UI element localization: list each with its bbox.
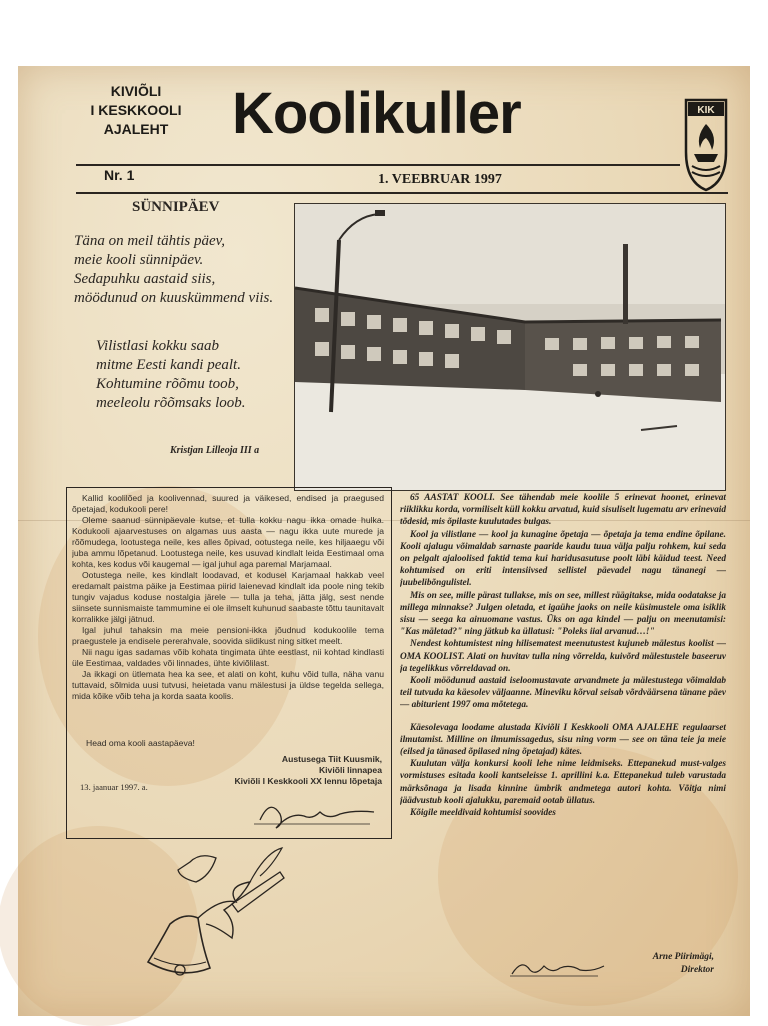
- article-paragraph: Kooli möödunud aastaid iseloomustavate arvandmete ja mälestustega võimaldab teil tutvuda ka käesolev väljaanne. Mineviku kõrval seisab võrdväärsena tänane päev — abiturient 1997 oma mõtetega.: [400, 676, 726, 711]
- article-paragraph: Nendest kohtumistest ning hilisematest meenutustest kujuneb mälestus koolist — OMA KOOLIST. Alati on huvitav tulla ning võrrelda, kuivõrd mälestustele baseeruv ja tegelikkus võrreldavad on.: [400, 639, 726, 674]
- letter-signature-line: Kiviõli linnapea: [318, 765, 382, 775]
- letter-signature-line: Austusega Tiit Kuusmik,: [281, 754, 382, 764]
- poem-stanza: Vilistlasi kokku saab mitme Eesti kandi pealt. Kohtumine rõõmu toob, meeleolu rõõmsaks loob.: [96, 338, 246, 411]
- article-paragraph: Kõigile meeldivaid kohtumisi soovides: [410, 808, 556, 819]
- masthead-rule: [76, 192, 728, 194]
- letter-paragraph: Kallid koolilõed ja koolivennad, suured ja väikesed, endised ja praegused õpetajad, kodukooli pere!: [72, 493, 384, 514]
- school-building-photo: [294, 203, 726, 491]
- newspaper-title: Koolikuller: [232, 81, 521, 146]
- letter-signature-block: [170, 754, 382, 787]
- bell-illustration-icon: [140, 842, 290, 982]
- school-line: AJALEHT: [103, 121, 169, 137]
- masthead-rule: [76, 164, 680, 166]
- letter-signature-line: Kiviõli I Keskkooli XX lennu lõpetaja: [234, 776, 382, 786]
- letter-paragraph: Ootustega neile, kes kindlalt loodavad, et kodusel Karjamaal hakkab veel eredamalt paistma päike ja Eestimaa piirid laienevad kindlalt ida poole ning tekib tungiv vajadus koduse nostalgia järele — tulla ja teha, jätta jälg, sest nende siinsete sunnismaiste tammumine ei ole ilmselt kuhunud saabaste tõttu taunitavalt korralikke jälgi jätnud.: [72, 570, 384, 624]
- letter-paragraph: Nii nagu igas sadamas võib kohata tingimata ühte eestlast, nii kohtad kindlasti üle Eestimaa, valdades või linnades, ühte kiviõlilast.: [72, 647, 384, 668]
- poem-author: Kristjan Lilleoja III a: [170, 445, 260, 456]
- article-paragraph: 65 AASTAT KOOLI. See tähendab meie koolile 5 erinevat hoonet, erinevat riiklikku korda, vormiliselt küll kokku arvatud, kuid sisuliselt lugematu arv erinevaid tõdesid, mis õpilaste kuulutades bulgas.: [400, 493, 726, 528]
- handwritten-signature-icon: [508, 952, 608, 982]
- issue-number: Nr. 1: [104, 167, 135, 183]
- director-article: [400, 492, 726, 902]
- logo-text: KIK: [697, 105, 715, 116]
- school-line: KIVIÕLI: [110, 83, 162, 99]
- article-signature-line: Direktor: [680, 965, 714, 975]
- letter-paragraph: Oleme saanud sünnipäevale kutse, et tulla kokku nagu ikka omade hulka. Kodukooli ajaarvestuses on algamas uus aasta — nagu ikka uute murede ja rõõmudega, lootustega neile, kes alles õpivad, ootustega neile, kes hiljaaegu või juba ammu lõpetanud. Lootustega neile, kes usuvad kindlalt leida Eestimaal oma kohta, kes kodus või kaugemal — igal juhul aga paremal Marjamaal.: [72, 515, 384, 569]
- school-line: I KESKKOOLI: [90, 102, 182, 118]
- article-paragraph: Mis on see, mille pärast tullakse, mis on see, millest räägitakse, mida oodatakse ja millega minnakse? Julgen oletada, et igaühe jaoks on neile küsimustele oma isiklik sisu — seega ka ainuomane vastus. Üks on aga kindel — palju on meenutamisi: "Kas mäletad?" ning jätkub ka üllatusi: "Poleks iial arvanud…!": [400, 590, 726, 638]
- article-paragraph: Kool ja vilistlane — kool ja kunagine õpetaja — õpetaja ja tema endine õpilane. Kooli ajalugu võimaldab sarnaste paaride kaudu tuua välja palju rohkem, kui seda on pelgalt ajaloolised faktid tema kui haridusasutuse poolt läbi käidud teest. Need kohtumised on eriti intensiivsed sellistel päevadel nagu tänanegi — juubelibõngulistel.: [400, 529, 726, 589]
- article-signature-line: Arne Piirimägi,: [652, 952, 714, 962]
- school-name: [82, 82, 190, 139]
- issue-date: 1. VEEBRUAR 1997: [378, 172, 502, 187]
- poem-title: SÜNNIPÄEV: [132, 199, 220, 215]
- letter-date: 13. jaanuar 1997. a.: [80, 782, 148, 792]
- poem-stanza: Täna on meil tähtis päev, meie kooli sünnipäev. Sedapuhku aastaid siis, möödunud on kuuskümmend viis.: [74, 233, 274, 306]
- handwritten-signature-icon: [250, 794, 380, 834]
- greeting-letter-text: [72, 493, 384, 743]
- letter-paragraph: Igal juhul tahaksin ma meie pensioni-ikka jõudnud kodukoolile tema praegustele ja endisele pererahvale, soovida siidikust ning sitket meelt.: [72, 625, 384, 646]
- letter-paragraph: Ja ikkagi on ütlemata hea ka see, et alati on koht, kuhu võid tulla, näha vanu tuttavaid, sõlmida uusi tutvusi, heietada vanu mälestusi ja üldse tegelda sellega, mida kõike võib teha ja korda saata koolis.: [72, 669, 384, 701]
- article-paragraph: Kuulutan välja konkursi kooli lehe nime leidmiseks. Ettepanekud must-valges vormistuses esitada kooli kantseleisse 1. aprillini k.a. Ettepanekud tuleb varustada märksõnaga ja lisada kinnine ümbrik andmetega autori kohta. Võitja nimi jäädvustub kooli ajalukku, paremaid ootab üllatus.: [400, 759, 726, 806]
- school-emblem-icon: [680, 92, 732, 192]
- article-paragraph: Käesolevaga loodame alustada Kiviõli I Keskkooli OMA AJALEHE regulaarset ilmutamist. Milline on ilmumissagedus, sisu ning vorm — see on täna teie ja meie (eilsed ja tänased õpilased ning õpetajad) kätes.: [400, 722, 726, 758]
- letter-greeting: Head oma kooli aastapäeva!: [86, 738, 195, 748]
